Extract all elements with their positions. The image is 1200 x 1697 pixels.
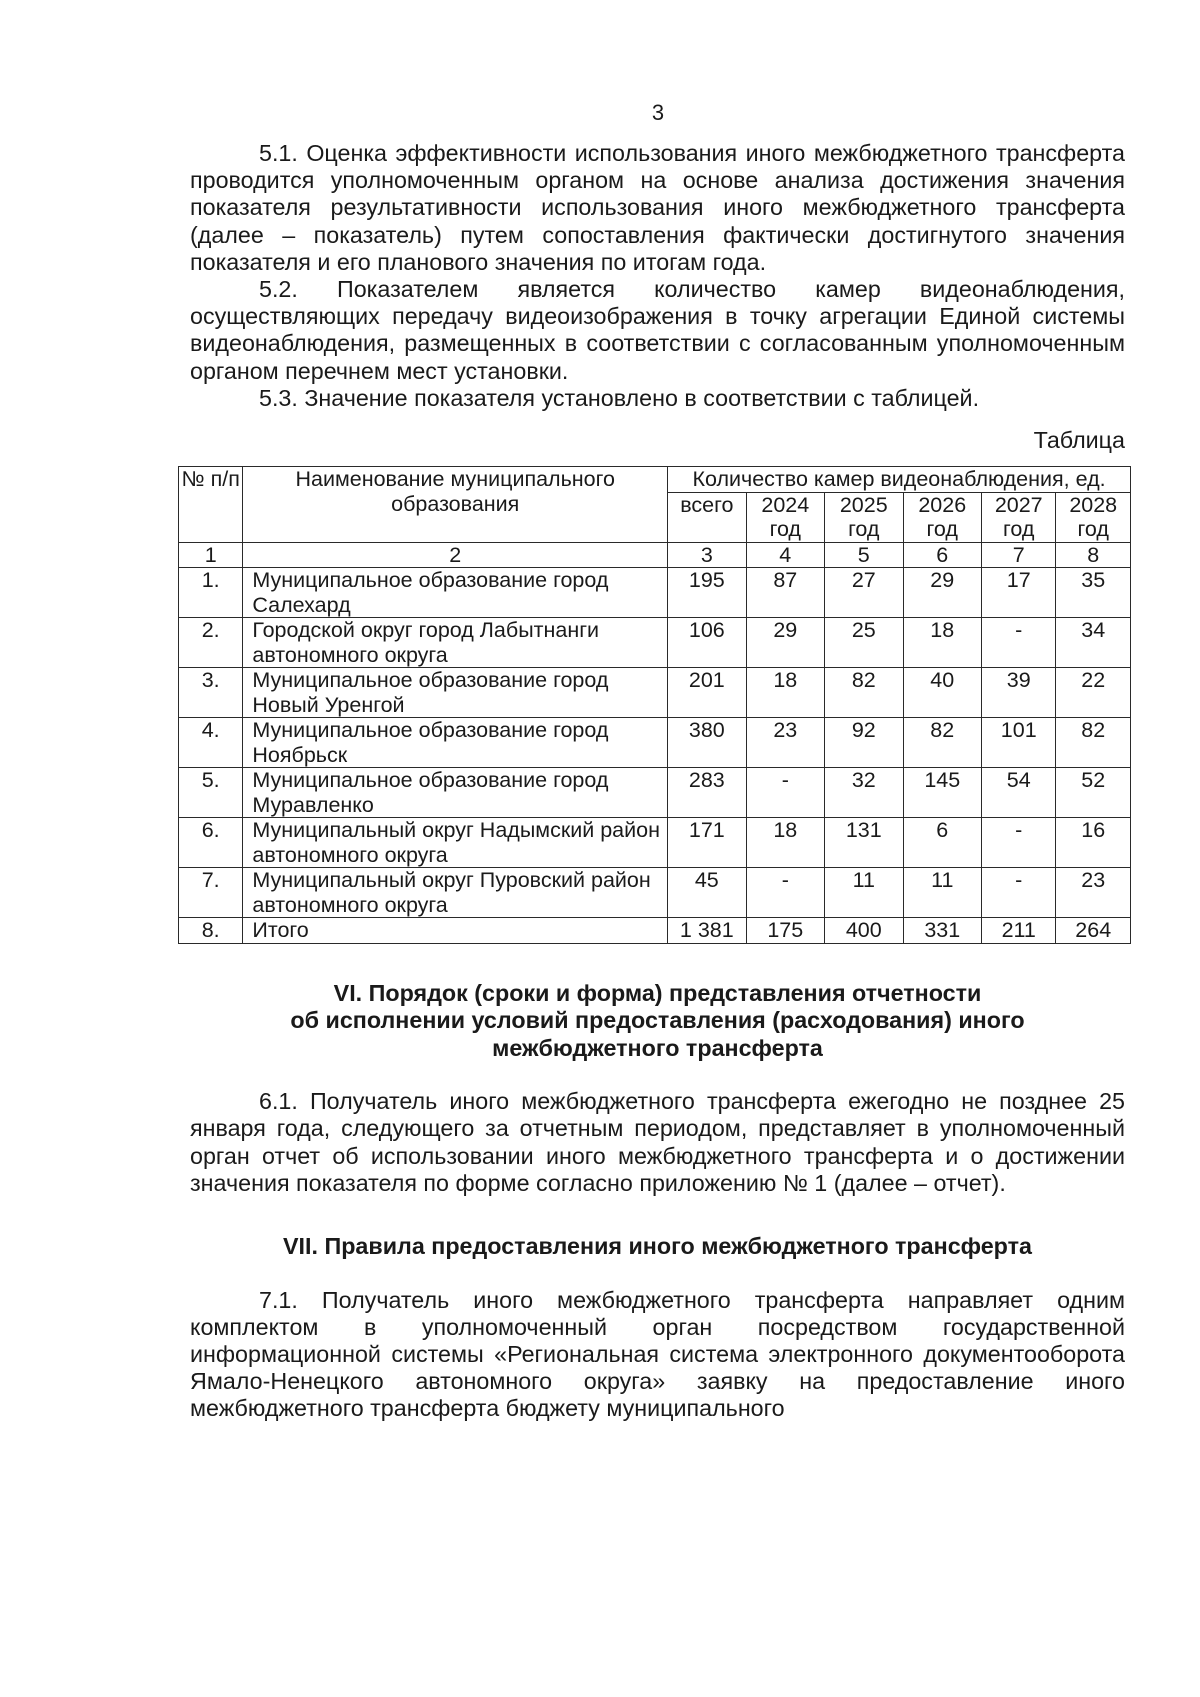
- header-num: № п/п: [179, 467, 243, 543]
- cell-2026: 331: [903, 918, 981, 944]
- col-number: 3: [668, 542, 746, 568]
- cell-2025: 27: [825, 568, 903, 618]
- cell-2025: 92: [825, 718, 903, 768]
- cell-2028: 22: [1056, 668, 1131, 718]
- col-number: 4: [746, 542, 824, 568]
- row-number: 4.: [179, 718, 243, 768]
- cell-2024: 175: [746, 918, 824, 944]
- table-row: [179, 868, 1131, 918]
- cell-2027: -: [982, 868, 1056, 918]
- table-row: [179, 768, 1131, 818]
- municipality-name: Муниципальное образование город Новый Уренгой: [243, 668, 668, 718]
- cell-2027: 211: [982, 918, 1056, 944]
- cell-2027: 54: [982, 768, 1056, 818]
- section-6-heading: [190, 980, 1125, 1063]
- table-row: [179, 918, 1131, 944]
- cell-total: 380: [668, 718, 746, 768]
- cell-2024: 18: [746, 668, 824, 718]
- cell-total: 106: [668, 618, 746, 668]
- cell-2025: 11: [825, 868, 903, 918]
- cell-2027: -: [982, 618, 1056, 668]
- table-caption: Таблица: [1033, 427, 1125, 454]
- header-total: всего: [668, 492, 746, 542]
- cell-2025: 32: [825, 768, 903, 818]
- paragraph-6-1: 6.1. Получатель иного межбюджетного трансферта ежегодно не позднее 25 января года, следующего за отчетным периодом, представляет в уполномоченный орган отчет об использовании иного межбюджетного трансферта и о достижении значения показателя по форме согласно приложению № 1 (далее – отчет).: [190, 1088, 1125, 1196]
- municipality-name: Муниципальное образование город Муравленко: [243, 768, 668, 818]
- cell-2026: 18: [903, 618, 981, 668]
- cell-2027: 39: [982, 668, 1056, 718]
- paragraph-5-3: 5.3. Значение показателя установлено в соответствии с таблицей.: [259, 384, 980, 411]
- page-number: 3: [651, 100, 665, 125]
- cell-2024: -: [746, 868, 824, 918]
- table-row: [179, 718, 1131, 768]
- cell-2028: 35: [1056, 568, 1131, 618]
- cell-2026: 6: [903, 818, 981, 868]
- cell-2028: 264: [1056, 918, 1131, 944]
- cell-2026: 40: [903, 668, 981, 718]
- cell-2025: 131: [825, 818, 903, 868]
- heading-line: VI. Порядок (сроки и форма) представления отчетности: [333, 979, 982, 1006]
- row-number: 7.: [179, 868, 243, 918]
- cell-2026: 82: [903, 718, 981, 768]
- cell-2024: -: [746, 768, 824, 818]
- table-row: [179, 568, 1131, 618]
- cell-2026: 11: [903, 868, 981, 918]
- municipality-name: Муниципальный округ Пуровский район автономного округа: [243, 868, 668, 918]
- cell-2024: 29: [746, 618, 824, 668]
- cell-2028: 34: [1056, 618, 1131, 668]
- col-number: 5: [825, 542, 903, 568]
- section-7-heading: VII. Правила предоставления иного межбюджетного трансферта: [283, 1233, 1032, 1260]
- cell-2024: 18: [746, 818, 824, 868]
- paragraph-5-2: 5.2. Показателем является количество камер видеонаблюдения, осуществляющих передачу видеоизображения в точку агрегации Единой системы видеонаблюдения, размещенных в соответствии с согласованным уполномоченным органом перечнем мест установки.: [190, 276, 1125, 384]
- cell-2024: 87: [746, 568, 824, 618]
- col-number: 6: [903, 542, 981, 568]
- row-number: 1.: [179, 568, 243, 618]
- municipality-name: Городской округ город Лабытнанги автономного округа: [243, 618, 668, 668]
- table-body: [179, 568, 1131, 944]
- cell-2027: -: [982, 818, 1056, 868]
- cell-total: 195: [668, 568, 746, 618]
- cell-total: 45: [668, 868, 746, 918]
- header-name: Наименование муниципального образования: [243, 467, 668, 543]
- cell-2027: 17: [982, 568, 1056, 618]
- cell-2028: 23: [1056, 868, 1131, 918]
- municipality-name: Муниципальный округ Надымский район автономного округа: [243, 818, 668, 868]
- cell-2025: 82: [825, 668, 903, 718]
- cell-2028: 52: [1056, 768, 1131, 818]
- municipality-name: Муниципальное образование город Ноябрьск: [243, 718, 668, 768]
- cell-total: 201: [668, 668, 746, 718]
- column-number-row: [179, 542, 1131, 568]
- header-year: 2025 год: [825, 492, 903, 542]
- table-row: [179, 818, 1131, 868]
- row-number: 3.: [179, 668, 243, 718]
- cell-total: 1 381: [668, 918, 746, 944]
- table-row: [179, 618, 1131, 668]
- row-number: 2.: [179, 618, 243, 668]
- cell-2028: 16: [1056, 818, 1131, 868]
- municipality-name: Итого: [243, 918, 668, 944]
- heading-line: межбюджетного трансферта: [492, 1034, 823, 1061]
- col-number: 8: [1056, 542, 1131, 568]
- paragraph-5-1: 5.1. Оценка эффективности использования иного межбюджетного трансферта проводится уполномоченным органом на основе анализа достижения значения показателя результативности использования иного межбюджетного трансферта (далее – показатель) путем сопоставления фактически достигнутого значения показателя и его планового значения по итогам года.: [190, 140, 1125, 275]
- cell-2026: 29: [903, 568, 981, 618]
- header-year: 2027 год: [982, 492, 1056, 542]
- header-year: 2026 год: [903, 492, 981, 542]
- cell-total: 283: [668, 768, 746, 818]
- row-number: 5.: [179, 768, 243, 818]
- cell-total: 171: [668, 818, 746, 868]
- table-row: [179, 668, 1131, 718]
- col-number: 1: [179, 542, 243, 568]
- municipality-name: Муниципальное образование город Салехард: [243, 568, 668, 618]
- document-body: [181, 140, 1125, 1423]
- cell-2027: 101: [982, 718, 1056, 768]
- row-number: 8.: [179, 918, 243, 944]
- heading-line: об исполнении условий предоставления (расходования) иного: [290, 1007, 1025, 1034]
- header-group: Количество камер видеонаблюдения, ед.: [668, 467, 1131, 493]
- cell-2028: 82: [1056, 718, 1131, 768]
- cell-2025: 25: [825, 618, 903, 668]
- paragraph-7-1: 7.1. Получатель иного межбюджетного трансферта направляет одним комплектом в уполномоченный орган посредством государственной информационной системы «Региональная система электронного документооборота Ямало-Ненецкого автономного округа» заявку на предоставление иного межбюджетного трансферта бюджету муниципального: [190, 1286, 1125, 1422]
- cell-2026: 145: [903, 768, 981, 818]
- row-number: 6.: [179, 818, 243, 868]
- col-number: 2: [243, 542, 668, 568]
- cell-2024: 23: [746, 718, 824, 768]
- cameras-table: [178, 466, 1131, 944]
- col-number: 7: [982, 542, 1056, 568]
- cell-2025: 400: [825, 918, 903, 944]
- header-year: 2024 год: [746, 492, 824, 542]
- header-year: 2028 год: [1056, 492, 1131, 542]
